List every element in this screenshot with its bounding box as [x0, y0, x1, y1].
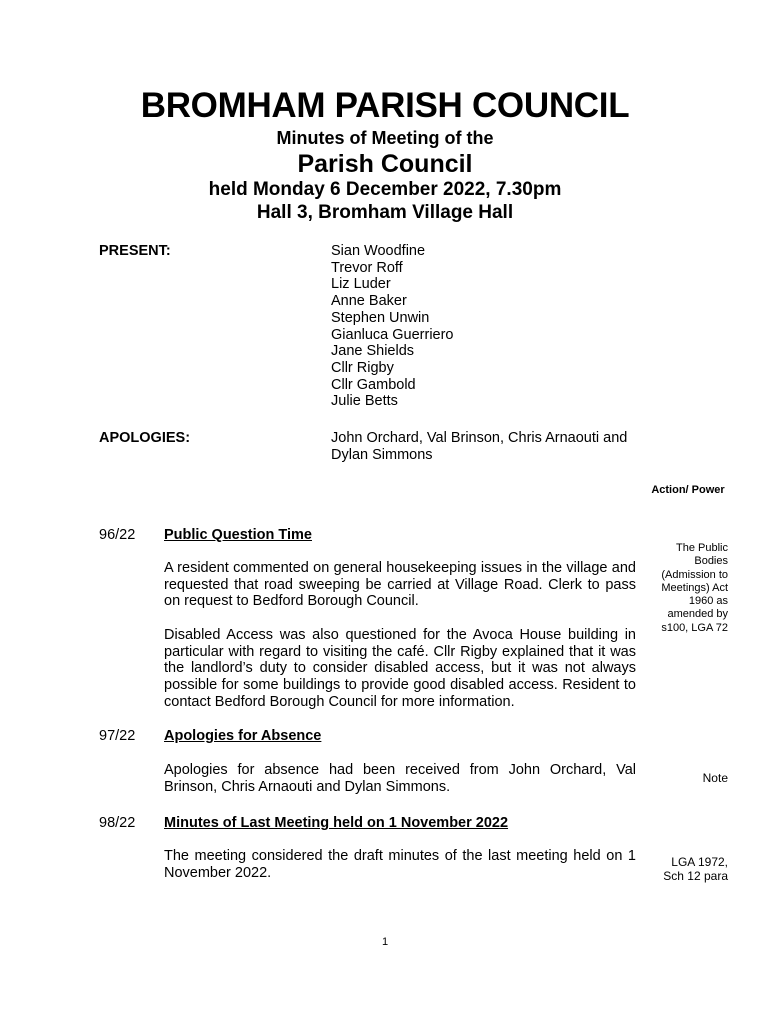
action-note: The Public Bodies (Admission to Meetings) Act 1960 as amended by s100, LGA 72 [661, 542, 728, 634]
item-paragraph: A resident commented on general housekeeping issues in the village and requested that road sweeping be carried at Village Road. Clerk to pass on request to Bedford Borough Council. [164, 560, 636, 610]
item-title: Minutes of Last Meeting held on 1 November 2022 [164, 815, 509, 831]
present-name: Jane Shields [331, 343, 415, 360]
action-note: Note [702, 771, 728, 785]
action-note: LGA 1972, Sch 12 para [663, 855, 728, 883]
present-name: Cllr Rigby [331, 359, 394, 376]
item-paragraph: Apologies for absence had been received from John Orchard, Val Brinson, Chris Arnaouti and Dylan Simmons. [164, 762, 636, 795]
present-name: Julie Betts [331, 393, 398, 410]
present-name: Stephen Unwin [331, 309, 430, 326]
apologies-text: John Orchard, Val Brinson, Chris Arnaouti and Dylan Simmons [331, 430, 628, 463]
present-name: Anne Baker [331, 293, 407, 310]
action-column-header: Action/ Power [651, 484, 725, 496]
present-name: Trevor Roff [331, 259, 403, 276]
page-number: 1 [381, 936, 389, 948]
item-number: 97/22 [99, 728, 136, 744]
meeting-date: held Monday 6 December 2022, 7.30pm [208, 179, 562, 200]
present-list [331, 243, 454, 410]
meeting-venue: Hall 3, Bromham Village Hall [256, 202, 514, 223]
body-name: Parish Council [297, 150, 473, 178]
item-paragraph: The meeting considered the draft minutes of the last meeting held on 1 November 2022. [164, 848, 636, 881]
item-number: 96/22 [99, 527, 136, 543]
present-label: PRESENT: [99, 243, 171, 259]
item-title: Public Question Time [164, 527, 312, 543]
present-name: Gianluca Guerriero [331, 326, 454, 343]
subtitle: Minutes of Meeting of the [276, 128, 494, 148]
page-title: BROMHAM PARISH COUNCIL [140, 86, 630, 125]
apologies-label: APOLOGIES: [99, 430, 191, 446]
present-name: Sian Woodfine [331, 243, 426, 259]
item-number: 98/22 [99, 815, 136, 831]
item-title: Apologies for Absence [164, 728, 322, 744]
present-name: Cllr Gambold [331, 376, 416, 393]
present-name: Liz Luder [331, 276, 391, 293]
item-paragraph: Disabled Access was also questioned for the Avoca House building in particular with regard to visiting the café. Cllr Rigby explained that it was the landlord’s duty to consider disabled access, but it was not always possible for some buildings to provide good disabled access. Resident to contact Bedford Borough Council for more information. [164, 627, 636, 710]
